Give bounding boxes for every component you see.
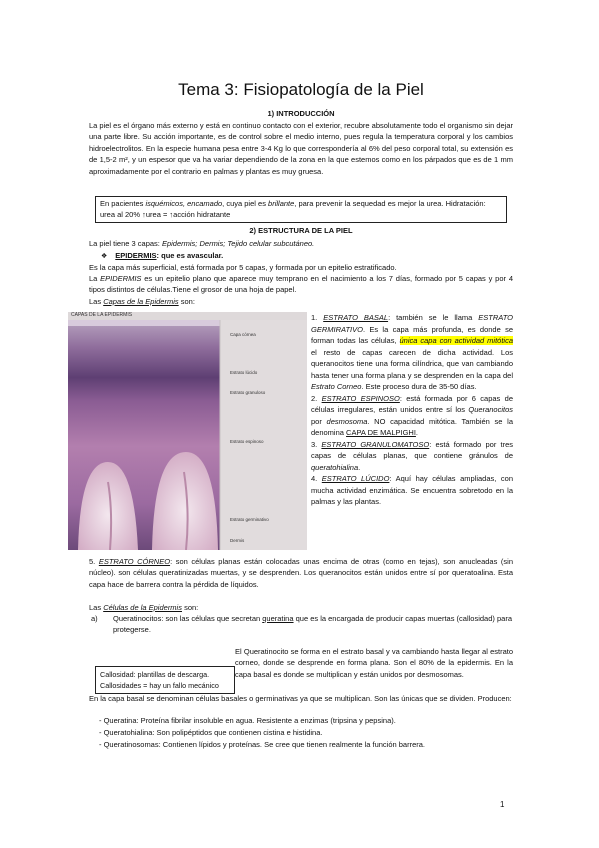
figure-label: Estrato espinoso <box>230 439 264 444</box>
structure-line-5 <box>89 296 195 307</box>
text: : Aquí hay células ampliadas, con mucha actividad enzimática. Se encuentra sobretodo en la palmas y las plantas. <box>311 474 513 506</box>
text-italic-underline: ESTRATO ESPINOSO <box>321 393 400 403</box>
text: es un epitelio plano que aparece muy temprano en el nacimiento a los 7 días, formado por 5 capas y por 4 tipos distintos de células.Tiene el grosor de una hoja de papel. <box>89 274 513 295</box>
cells-item-a-label: a) <box>91 614 98 623</box>
layer-lucido <box>311 473 513 508</box>
text: 2. <box>311 393 322 403</box>
text-italic-underline: ESTRATO CÓRNEO <box>98 557 171 566</box>
text-underline: CAPA DE MALPIGHI <box>346 428 416 437</box>
callosity-box <box>95 666 235 694</box>
text: 5. <box>89 557 99 566</box>
structure-line-4 <box>89 273 513 296</box>
text: 1. <box>311 313 324 322</box>
text-italic: Estrato Corneo <box>311 382 362 391</box>
text-italic-underline: ESTRATO GRANULOMATOSO <box>321 439 430 449</box>
text-underline: queratina <box>262 614 294 623</box>
note-text: , cuya piel es <box>222 199 269 208</box>
note-text-italic: isquémicos, encamado <box>145 199 223 208</box>
note-text: , para prevenir la sequedad es mejor la urea. Hidratación: urea al 20% ↑urea = ↑acción hidratante <box>100 199 486 220</box>
text: . <box>415 428 419 437</box>
text: La piel tiene 3 capas: <box>89 239 162 248</box>
text-bold: EPIDERMIS <box>115 251 157 260</box>
intro-paragraph: La piel es el órgano más externo y está en continuo contacto con el exterior, recubre absolutamente todo el organismo sin dejar una parte libre. Su acción importante, es de control sobre el medio interno, pues regula la temperatura corporal y los cambios hidroelectrolitos. En la especie humana pesa entre 3-4 Kg lo que correspondería al 6% del peso corporal total, su extensión es de 1,5-2 m², y un espesor que va ha variar dependiendo de la zona en la que estemos como en los párpados que es de 1 mm aproximadamente por el contrario en palmas y plantas es muy gruesa. <box>89 121 514 176</box>
text: 4. <box>311 474 322 483</box>
layer-corneo <box>89 556 513 590</box>
text: La <box>89 274 101 283</box>
text-italic-underline: ESTRATO LÚCIDO <box>321 474 390 483</box>
text: . Este proceso dura de 35-50 días. <box>361 382 477 391</box>
structure-line-1 <box>89 238 314 249</box>
page-number: 1 <box>500 800 505 809</box>
callosity-line: Callosidad: plantillas de descarga. <box>100 670 210 679</box>
product-item: - Queratina: Proteína fibrilar insoluble en agua. Resistente a enzimas (tripsina y pepsina). <box>99 716 396 725</box>
structure-line-epidermis <box>101 250 223 262</box>
keratinocyte-paragraph: El Queratinocito se forma en el estrato basal y va cambiando hasta llegar al estrato corneo, donde se desprende en forma plana. Son el 80% de la epidermis. En la capa basal es donde se multiplican y están unidos por desmosomas. <box>235 647 513 679</box>
figure-title: CAPAS DE LA EPIDERMIS <box>71 312 133 318</box>
text: : está formada por 6 capas de células irregulares, están unidos entre sí los <box>311 393 513 414</box>
text: Las <box>89 297 104 306</box>
layers-column <box>311 312 513 508</box>
layer-granuloso <box>311 439 513 474</box>
text: : son células planas están colocadas unas encima de otras (como en tejas), son anucleadas (sin núcleo). son células queratinizadas muertas, y se desprenden. Los queranocitos están unidos entre sí por queratoalina. Esta capa hace de barrera contra la pérdida de líquidos. <box>89 557 513 589</box>
micrograph-image <box>68 312 307 550</box>
text-italic: ESTRATO GERMIRATIVO <box>311 313 513 334</box>
text-italic: EPIDERMIS <box>100 274 142 283</box>
text: son: <box>181 603 199 612</box>
text: : está formado por tres capas de células planas, que contiene gránulos de <box>311 439 513 460</box>
highlight-text: única capa con actividad mitótica <box>399 336 514 345</box>
note-text-italic: brillante <box>268 199 295 208</box>
text: que es la encargada de producir capas muertas (callosidad) para protegerse. <box>113 614 512 635</box>
product-item: - Queratohialina: Son polipéptidos que contienen cistina e histidina. <box>99 728 323 737</box>
text: 3. <box>311 439 322 449</box>
figure-label: Dermis <box>230 538 245 543</box>
figure-label: Estrato germinativo <box>230 517 269 522</box>
layer-espinoso <box>311 393 513 439</box>
text-italic: queratohialina <box>311 462 359 472</box>
text-italic-underline: Capas de la Epidermis <box>103 297 179 306</box>
text-italic-underline: Células de la Epidermis <box>103 603 182 612</box>
text-italic: Queranocitos <box>468 405 513 414</box>
structure-line-3: Es la capa más superficial, está formada por 5 capas, y formada por un epitelio estratificado. <box>89 263 397 272</box>
text-italic: desmosoma <box>326 416 368 426</box>
note-box-hydration <box>95 196 507 223</box>
text: : también se le llama <box>388 313 479 322</box>
text-bold: : que es avascular. <box>156 251 224 260</box>
callosity-line: Callosidades = hay un fallo mecánico <box>100 681 219 690</box>
section-heading-intro: 1) INTRODUCCIÓN <box>267 109 335 118</box>
basal-cells-paragraph: En la capa basal se denominan células basales o germinativas ya que se multiplican. Son las únicas que se dividen. Producen: <box>89 694 512 703</box>
page-title: Tema 3: Fisiopatología de la Piel <box>178 80 424 99</box>
text: el resto de capas carecen de dicha actividad. Los queranocitos tiene una forma cilíndrica, que van cambiando hasta tener una forma plana y se desprenden en la capa del <box>311 347 513 380</box>
text: son: <box>178 297 195 306</box>
text: . <box>358 462 361 472</box>
cells-item-a <box>113 613 513 636</box>
figure-label: Estrato granuloso <box>230 390 266 395</box>
text: Las <box>89 603 104 612</box>
text: . Es la capa más profunda, es donde se forman todas las células, <box>311 324 513 345</box>
text: por <box>311 416 327 426</box>
cells-heading <box>89 602 198 613</box>
text: . NO capacidad mitótica. También se la denomina <box>311 416 513 437</box>
layer-basal <box>311 312 513 393</box>
epidermis-micrograph <box>68 312 307 550</box>
figure-label: Estrato lúcido <box>230 370 258 375</box>
product-item: - Queratinosomas: Contienen lípidos y proteínas. Se cree que tienen realmente la función barrera. <box>99 740 426 749</box>
text: Queratinocitos: son las células que secretan <box>113 614 263 623</box>
text-italic: Epidermis; Dermis; Tejido celular subcutáneo. <box>161 239 315 248</box>
figure-label: Capa córnea <box>230 332 256 337</box>
text-italic-underline: ESTRATO BASAL <box>323 313 389 322</box>
note-text: En pacientes <box>100 199 146 208</box>
bullet-diamond-icon: ❖ <box>101 253 108 260</box>
section-heading-structure: 2) ESTRUCTURA DE LA PIEL <box>249 226 353 235</box>
